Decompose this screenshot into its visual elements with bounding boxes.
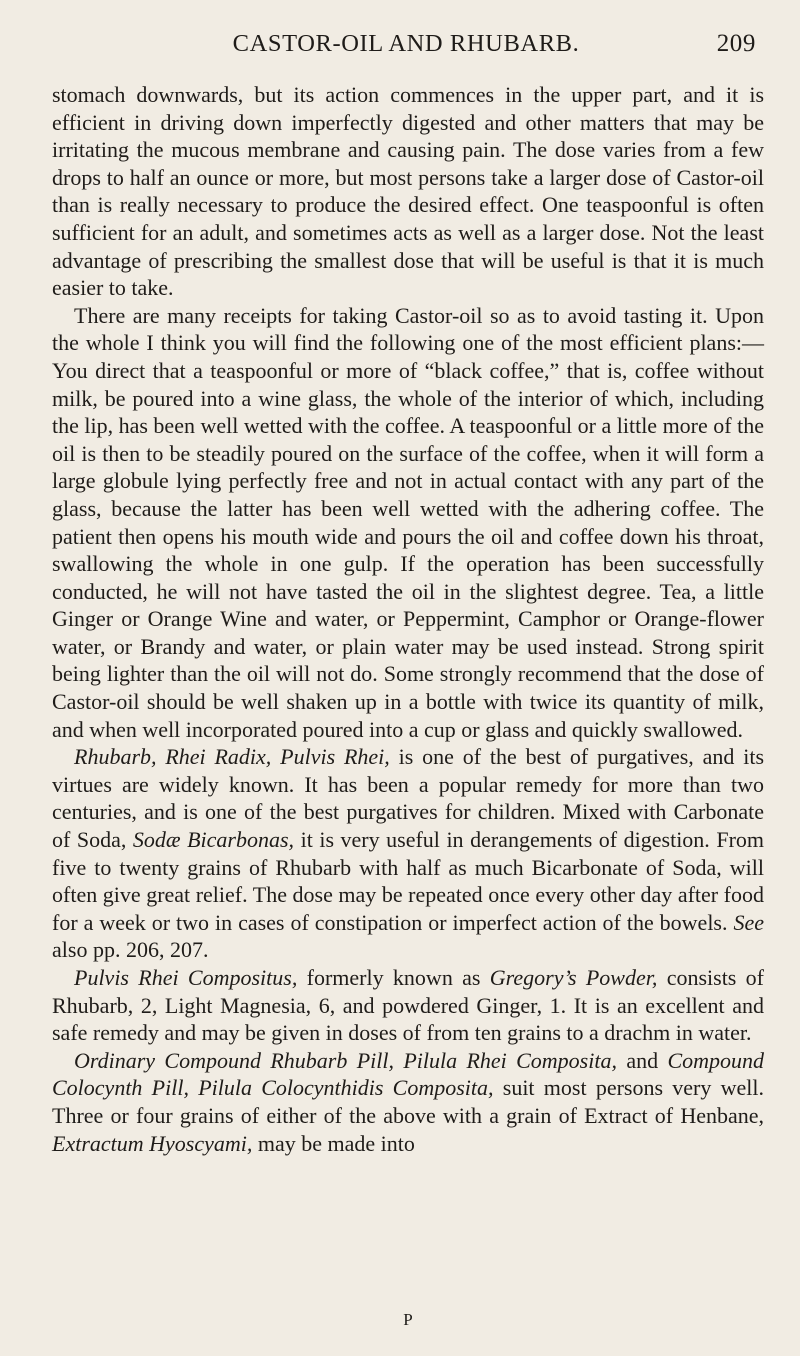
italic-run: Sodæ Bicarbonas, (132, 827, 295, 853)
signature-mark: P (403, 1310, 413, 1329)
running-head (52, 30, 760, 70)
italic-run: Ordinary Compound Rhubarb Pill, Pilula Rhei Composita, (74, 1047, 617, 1073)
text-run: it is very useful in derangements of digestion. From five to twenty grains of Rhubarb with half as much Bicarbonate of Soda, will often give great relief. The dose may be repeated once every other day after food for a week or two in cases of constipation or imperfect action of the bowels. (52, 827, 765, 935)
text-run: suit most persons very well. Three or four grains of either of the above with a grain of Extract of Henbane, (52, 1075, 764, 1128)
text-run: formerly known as (297, 965, 490, 990)
italic-run: Gregory’s Powder, (489, 965, 658, 990)
italic-run: See (733, 909, 764, 935)
italic-run: Pulvis Rhei Compositus, (74, 965, 298, 990)
paragraph (52, 964, 764, 1047)
text-run: There are many receipts for taking Castor-oil so as to avoid tasting it. Upon the whole I think you will find the following one of the most efficient plans:—You direct that a teaspoonful or more of “black coffee,” that is, coffee without milk, be poured into a wine glass, the whole of the interior of which, including the lip, has been well wetted with the coffee. A teaspoonful or a little more of the oil is then to be steadily poured on the surface of the coffee, when it will form a large globule lying perfectly free and not in actual contact with any part of the glass, because the latter has been well wetted with the adhering coffee. The patient then opens his mouth wide and pours the oil and coffee down his throat, swallowing the whole in one gulp. If the operation has been successfully conducted, he will not have tasted the oil in the slightest degree. Tea, a little Ginger or Orange Wine and water, or Peppermint, Camphor or Orange-flower water, or Brandy and water, or plain water may be used instead. Strong spirit being lighter than the oil will not do. Some strongly recommend that the dose of Castor-oil should be well shaken up in a bottle with twice its quantity of milk, and when well incorporated poured into a cup or glass and quickly swallowed. (52, 302, 764, 742)
text-run: consists of Rhubarb, 2, Light Magnesia, 6, and powdered Ginger, 1. It is an excellent and safe remedy and may be given in doses of from ten grains to a drachm in water. (52, 965, 764, 1046)
body-text (52, 81, 764, 1157)
italic-run: Compound Colocynth Pill, Pilula Colocynthidis Composita, (52, 1047, 764, 1101)
text-run: also pp. 206, 207. (52, 937, 209, 963)
italic-run: Extractum Hyoscyami, (52, 1130, 253, 1156)
paragraph (52, 1047, 764, 1157)
paragraph (52, 81, 764, 302)
text-run: is one of the best of purgatives, and its virtues are widely known. It has been a popular remedy for more than two centuries, and is one of the best purgatives for children. Mixed with Carbonate of Soda, (52, 744, 765, 853)
text-run: stomach downwards, but its action commences in the upper part, and it is efficient in driving down imperfectly digested and other matters that may be irritating the mucous membrane and causing pain. The dose varies from a few drops to half an ounce or more, but most persons take a larger dose of Castor-oil than is really necessary to produce the desired effect. One teaspoonful is often sufficient for an adult, and sometimes acts as well as a larger dose. Not the least advantage of prescribing the smallest dose that will be useful is that it is much easier to take. (52, 82, 764, 301)
text-run: and (616, 1047, 668, 1073)
running-title: CASTOR-OIL AND RHUBARB. (232, 30, 580, 57)
paragraph (52, 302, 764, 744)
italic-run: Rhubarb, Rhei Radix, Pulvis Rhei, (74, 744, 390, 770)
text-run: may be made into (252, 1130, 415, 1156)
page-number: 209 (716, 30, 756, 57)
paragraph (52, 743, 764, 964)
